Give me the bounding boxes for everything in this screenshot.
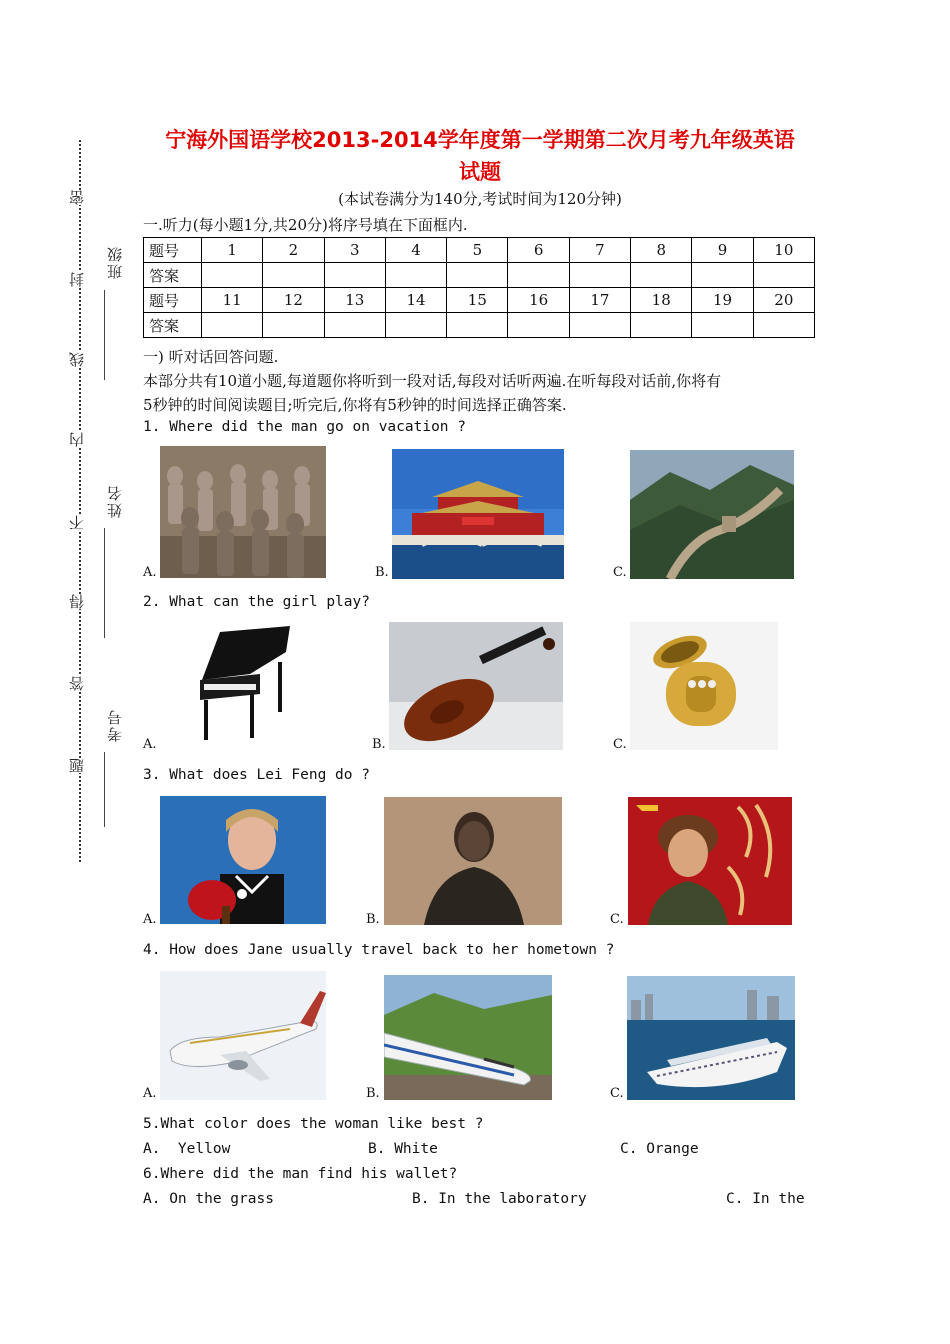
question-5: 5.What color does the woman like best ? — [143, 1116, 484, 1132]
table-row — [144, 238, 815, 263]
answer-cell[interactable] — [385, 313, 446, 338]
option-c: C. In the — [726, 1191, 805, 1207]
binding-dotted-line — [79, 140, 81, 862]
option-c: C. Orange — [620, 1141, 699, 1157]
option-c-label: C. — [613, 565, 627, 580]
name-fill-line — [104, 528, 105, 638]
option-a-label: A. — [143, 912, 157, 927]
table-cell: 4 — [385, 238, 446, 263]
option-c-label: C. — [613, 737, 627, 752]
table-row — [144, 313, 815, 338]
option-b-label: B. — [366, 1086, 380, 1101]
instructions: 本部分共有10道小题,每道题你将听到一段对话,每段对话听两遍.在听每段对话前,你将有 — [143, 372, 722, 390]
table-cell: 16 — [508, 288, 569, 313]
answer-cell[interactable] — [753, 313, 814, 338]
table-cell: 6 — [508, 238, 569, 263]
name-label: 姓名 — [106, 484, 124, 518]
table-row — [144, 263, 815, 288]
table-cell: 20 — [753, 288, 814, 313]
answer-cell[interactable] — [569, 313, 630, 338]
exam-number-label: 考号 — [106, 708, 124, 742]
question-6: 6.Where did the man find his wallet? — [143, 1166, 458, 1182]
great-wall-image[interactable] — [630, 450, 794, 579]
cruise-ship-image[interactable] — [627, 976, 795, 1100]
high-speed-train-image[interactable] — [384, 975, 552, 1100]
table-cell: 题号 — [144, 288, 202, 313]
option-b-label: B. — [372, 737, 386, 752]
tiananmen-image[interactable] — [392, 449, 564, 579]
table-cell: 1 — [202, 238, 263, 263]
table-cell: 14 — [385, 288, 446, 313]
seal-char: 不 — [68, 515, 86, 530]
class-fill-line — [104, 290, 105, 380]
seal-char: 内 — [68, 432, 86, 447]
question-1: 1. Where did the man go on vacation ? — [143, 419, 467, 435]
answer-cell[interactable] — [385, 263, 446, 288]
table-cell: 9 — [692, 238, 753, 263]
answer-cell[interactable] — [447, 313, 508, 338]
answer-cell[interactable] — [631, 263, 692, 288]
exam-title: 宁海外国语学校2013-2014学年度第一学期第二次月考九年级英语 — [165, 128, 795, 152]
option-a-label: A. — [143, 737, 157, 752]
seal-char: 题 — [68, 758, 86, 773]
table-cell: 答案 — [144, 263, 202, 288]
instructions: 5秒钟的时间阅读题目;听完后,你将有5秒钟的时间选择正确答案. — [143, 396, 567, 414]
table-cell: 15 — [447, 288, 508, 313]
table-cell: 10 — [753, 238, 814, 263]
option-a-label: A. — [143, 1086, 157, 1101]
answer-cell[interactable] — [569, 263, 630, 288]
answer-cell[interactable] — [202, 263, 263, 288]
table-cell: 13 — [324, 288, 385, 313]
piano-image[interactable] — [190, 622, 300, 750]
option-a: A. On the grass — [143, 1191, 274, 1207]
table-row — [144, 288, 815, 313]
answer-cell[interactable] — [324, 263, 385, 288]
table-cell: 题号 — [144, 238, 202, 263]
answer-cell[interactable] — [753, 263, 814, 288]
question-3: 3. What does Lei Feng do ? — [143, 767, 370, 783]
terracotta-warriors-image[interactable] — [160, 446, 326, 578]
seal-char: 封 — [68, 272, 86, 287]
seal-char: 线 — [68, 352, 86, 367]
answer-cell[interactable] — [202, 313, 263, 338]
answer-cell[interactable] — [324, 313, 385, 338]
answer-cell[interactable] — [508, 263, 569, 288]
exam-number-fill-line — [104, 752, 105, 827]
table-cell: 7 — [569, 238, 630, 263]
table-cell: 11 — [202, 288, 263, 313]
answer-cell[interactable] — [692, 263, 753, 288]
table-cell: 18 — [631, 288, 692, 313]
option-c-label: C. — [610, 1086, 624, 1101]
lei-feng-poster-image[interactable] — [628, 797, 792, 925]
option-a: A. Yellow — [143, 1141, 231, 1157]
answer-cell[interactable] — [631, 313, 692, 338]
table-cell: 19 — [692, 288, 753, 313]
airplane-image[interactable] — [160, 971, 326, 1100]
option-b: B. In the laboratory — [412, 1191, 587, 1207]
portrait-photo-image[interactable] — [384, 797, 562, 925]
table-cell: 5 — [447, 238, 508, 263]
answer-cell[interactable] — [263, 263, 324, 288]
option-b-label: B. — [375, 565, 389, 580]
table-cell: 3 — [324, 238, 385, 263]
class-label: 班级 — [106, 245, 124, 279]
table-cell: 12 — [263, 288, 324, 313]
seal-char: 密 — [68, 190, 86, 205]
table-tennis-player-image[interactable] — [160, 796, 326, 924]
table-cell: 2 — [263, 238, 324, 263]
option-b: B. White — [368, 1141, 438, 1157]
option-b-label: B. — [366, 912, 380, 927]
answer-cell[interactable] — [263, 313, 324, 338]
answer-cell[interactable] — [692, 313, 753, 338]
seal-char: 得 — [68, 594, 86, 609]
option-a-label: A. — [143, 565, 157, 580]
exam-subtitle: (本试卷满分为140分,考试时间为120分钟) — [338, 190, 622, 208]
answer-table — [143, 237, 815, 338]
seal-char: 答 — [68, 676, 86, 691]
question-2: 2. What can the girl play? — [143, 594, 370, 610]
exam-title-line2: 试题 — [459, 160, 501, 184]
part-heading: 一) 听对话回答问题. — [143, 348, 279, 366]
violin-image[interactable] — [389, 622, 563, 750]
table-cell: 17 — [569, 288, 630, 313]
answer-cell[interactable] — [508, 313, 569, 338]
tuba-image[interactable] — [630, 622, 778, 750]
option-c-label: C. — [610, 912, 624, 927]
question-4: 4. How does Jane usually travel back to her hometown ? — [143, 942, 615, 958]
answer-cell[interactable] — [447, 263, 508, 288]
section-heading: 一.听力(每小题1分,共20分)将序号填在下面框内. — [143, 216, 468, 234]
table-cell: 8 — [631, 238, 692, 263]
table-cell: 答案 — [144, 313, 202, 338]
